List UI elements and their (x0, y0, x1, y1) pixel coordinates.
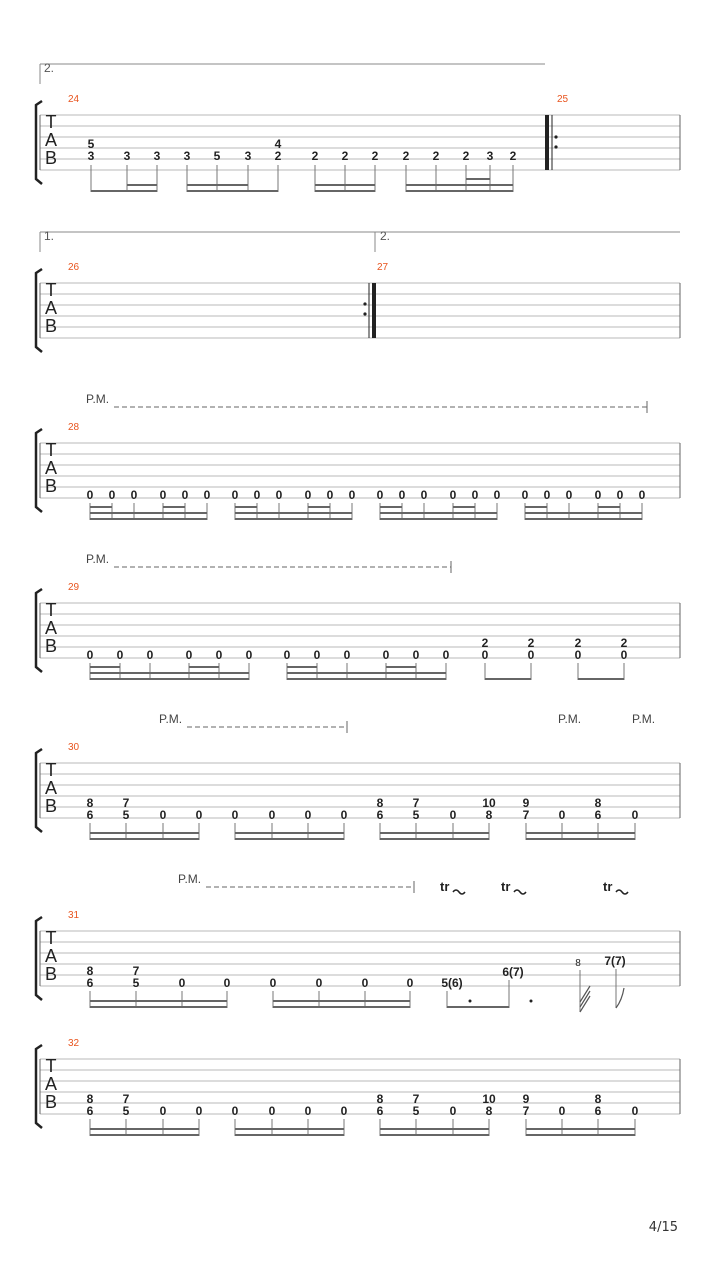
tab-note: 0 (195, 1104, 203, 1118)
tab-note: 0 (304, 488, 312, 502)
tab-note: 2 (574, 636, 582, 650)
trill-label: tr (501, 879, 511, 894)
tab-note: 0 (195, 808, 203, 822)
beam (406, 184, 513, 186)
beam (90, 518, 207, 520)
tab-note: 5 (213, 149, 221, 163)
staff-1-bracket (36, 101, 42, 184)
tab-note: 0 (231, 1104, 239, 1118)
tab-clef-t: T (45, 280, 57, 300)
tab-note: 0 (146, 648, 154, 662)
tab-note: 0 (361, 976, 369, 990)
tab-note: 3 (153, 149, 161, 163)
tab-note: 0 (449, 488, 457, 502)
palm-mute-label: P.M. (558, 712, 582, 726)
tab-clef-a: A (44, 778, 58, 798)
beam (235, 838, 344, 840)
tab-note: 7 (122, 796, 130, 810)
beam (235, 832, 344, 834)
tab-note: 0 (116, 648, 124, 662)
tab-note: 0 (481, 648, 489, 662)
repeat-dot (363, 302, 366, 305)
tab-note: 2 (481, 636, 489, 650)
tab-clef-t: T (45, 600, 57, 620)
beam (90, 678, 249, 680)
palm-mute-label: P.M. (86, 392, 110, 406)
tab-clef-t: T (45, 440, 57, 460)
tab-clef-t: T (45, 1056, 57, 1076)
tab-note: 0 (215, 648, 223, 662)
beam (235, 1128, 344, 1130)
beam (315, 184, 375, 186)
tab-note: 2 (462, 149, 470, 163)
beam (447, 1006, 509, 1008)
measure-number: 26 (68, 262, 80, 273)
tab-note: 0 (178, 976, 186, 990)
tab-note: 0 (231, 488, 239, 502)
repeat-dot (554, 135, 557, 138)
tab-note: 3 (486, 149, 494, 163)
staff-5-bracket (36, 749, 42, 832)
tab-note: 7 (412, 796, 420, 810)
beam (90, 1128, 199, 1130)
tab-clef-a: A (44, 618, 58, 638)
measure-number: 30 (68, 742, 80, 753)
beam (380, 1128, 489, 1130)
beam (163, 506, 185, 508)
beam (90, 512, 207, 514)
volta-label: 2. (380, 229, 391, 243)
beam (526, 1128, 635, 1130)
beam (578, 678, 624, 680)
tab-note: 0 (203, 488, 211, 502)
tab-note: 0 (283, 648, 291, 662)
beam (453, 506, 475, 508)
staff-6-bracket (36, 917, 42, 1000)
tab-clef-b: B (44, 316, 58, 336)
tab-note: 0 (398, 488, 406, 502)
tab-note: 5 (122, 1104, 130, 1118)
tab-note: 5 (132, 976, 140, 990)
repeat-dot (363, 312, 366, 315)
tab-note: 0 (527, 648, 535, 662)
tab-note: 0 (620, 648, 628, 662)
tab-clef-a: A (44, 130, 58, 150)
measure-number: 29 (68, 582, 80, 593)
measure-number: 32 (68, 1038, 80, 1049)
beam (308, 506, 330, 508)
tab-note: 0 (521, 488, 529, 502)
tab-note: 0 (543, 488, 551, 502)
beam (235, 512, 352, 514)
tab-note: 7 (522, 1104, 530, 1118)
tab-note: 0 (159, 488, 167, 502)
tab-note: 0 (326, 488, 334, 502)
beam (526, 832, 635, 834)
beam (187, 190, 278, 192)
beam (598, 506, 620, 508)
tab-note: 6(7) (502, 965, 524, 979)
palm-mute-label: P.M. (86, 552, 110, 566)
tab-note: 8 (376, 796, 384, 810)
tab-clef-a: A (44, 298, 58, 318)
tab-note: 7 (522, 808, 530, 822)
beam (525, 518, 642, 520)
beam (90, 506, 112, 508)
beam (380, 512, 497, 514)
trill-label: tr (440, 879, 450, 894)
tab-note: 0 (268, 808, 276, 822)
tab-note: 8 (594, 1092, 602, 1106)
tab-note: 3 (123, 149, 131, 163)
beam (90, 838, 199, 840)
tab-clef-b: B (44, 148, 58, 168)
tab-note: 6 (86, 808, 94, 822)
beam (90, 1134, 199, 1136)
beam (127, 184, 157, 186)
tab-note: 0 (631, 1104, 639, 1118)
staff-7-bracket (36, 1045, 42, 1128)
measure-number: 27 (377, 262, 389, 273)
beam (525, 506, 547, 508)
tab-note: 8 (485, 1104, 493, 1118)
tab-note: 2 (402, 149, 410, 163)
trill-wave (453, 890, 465, 894)
tab-note: 0 (348, 488, 356, 502)
tab-note: 0 (108, 488, 116, 502)
end-repeat-bar (372, 283, 376, 338)
tab-note: 6 (86, 976, 94, 990)
tab-note: 2 (274, 149, 282, 163)
tab-note: 0 (245, 648, 253, 662)
beam (380, 1134, 489, 1136)
beam (485, 678, 531, 680)
tab-note: 2 (527, 636, 535, 650)
tab-note: 6 (376, 1104, 384, 1118)
tab-note: 0 (86, 488, 94, 502)
tab-note: 5(6) (441, 976, 463, 990)
tab-clef-a: A (44, 946, 58, 966)
tab-note: 2 (341, 149, 349, 163)
beam (287, 672, 446, 674)
tab-note: 5 (122, 808, 130, 822)
tab-note: 10 (482, 1092, 496, 1106)
tab-note: 0 (304, 808, 312, 822)
tab-note: 0 (340, 808, 348, 822)
beam (90, 832, 199, 834)
tab-note: 3 (87, 149, 95, 163)
beam (235, 506, 257, 508)
tab-note: 0 (565, 488, 573, 502)
tab-clef-b: B (44, 636, 58, 656)
tab-note: 6 (86, 1104, 94, 1118)
tab-note: 0 (558, 808, 566, 822)
tab-note: 7 (132, 964, 140, 978)
tab-note: 9 (522, 1092, 530, 1106)
beam (235, 1134, 344, 1136)
tab-note: 0 (253, 488, 261, 502)
tab-clef-a: A (44, 1074, 58, 1094)
tab-note: 0 (449, 808, 457, 822)
tab-note: 6 (376, 808, 384, 822)
tab-note: 0 (406, 976, 414, 990)
beam (90, 1006, 227, 1008)
tab-note: 8 (485, 808, 493, 822)
tab-note: 2 (371, 149, 379, 163)
measure-number: 24 (68, 94, 80, 105)
tab-note: 3 (183, 149, 191, 163)
beam (386, 666, 416, 668)
tab-note: 0 (275, 488, 283, 502)
measure-number: 31 (68, 910, 80, 921)
beam (380, 832, 489, 834)
staff-4-bracket (36, 589, 42, 672)
tab-note: 0 (269, 976, 277, 990)
beam (189, 666, 219, 668)
tab-note: 9 (522, 796, 530, 810)
tab-note: 0 (315, 976, 323, 990)
tab-note: 0 (268, 1104, 276, 1118)
measure-number: 28 (68, 422, 80, 433)
tab-note: 8 (376, 1092, 384, 1106)
tab-note: 7 (122, 1092, 130, 1106)
tab-note: 10 (482, 796, 496, 810)
tab-note: 8 (86, 796, 94, 810)
tab-note: 3 (244, 149, 252, 163)
tab-note: 0 (343, 648, 351, 662)
tab-note: 0 (616, 488, 624, 502)
tab-note: 0 (86, 648, 94, 662)
tab-grace-note: 8 (575, 958, 581, 969)
tab-note: 8 (594, 796, 602, 810)
beam (466, 178, 490, 180)
tab-clef-b: B (44, 964, 58, 984)
beam (187, 184, 248, 186)
tab-note: 0 (493, 488, 501, 502)
beam (287, 678, 446, 680)
tab-note: 0 (185, 648, 193, 662)
tab-clef-a: A (44, 458, 58, 478)
tab-note: 5 (412, 808, 420, 822)
beam (406, 190, 513, 192)
beam (90, 1000, 227, 1002)
volta-label: 2. (44, 61, 55, 75)
beam (287, 666, 317, 668)
tab-note: 7 (412, 1092, 420, 1106)
tab-note: 0 (442, 648, 450, 662)
beam (526, 1134, 635, 1136)
tab-note: 5 (412, 1104, 420, 1118)
beam (315, 190, 375, 192)
tab-note: 0 (130, 488, 138, 502)
tab-note: 0 (159, 808, 167, 822)
tab-note: 8 (86, 1092, 94, 1106)
tab-clef-b: B (44, 796, 58, 816)
palm-mute-label: P.M. (178, 872, 202, 886)
note-flag (616, 988, 624, 1008)
tab-note: 0 (638, 488, 646, 502)
staff-3-bracket (36, 429, 42, 512)
dot (469, 1000, 472, 1003)
tab-note: 2 (509, 149, 517, 163)
beam (273, 1000, 410, 1002)
trill-wave (616, 890, 628, 894)
tab-note: 6 (594, 808, 602, 822)
tab-note: 2 (311, 149, 319, 163)
palm-mute-label: P.M. (632, 712, 656, 726)
beam (90, 672, 249, 674)
beam (380, 518, 497, 520)
tab-note: 7(7) (604, 954, 626, 968)
beam (525, 512, 642, 514)
beam (91, 190, 157, 192)
tab-note: 0 (412, 648, 420, 662)
palm-mute-label: P.M. (159, 712, 183, 726)
beam (380, 506, 402, 508)
final-repeat-bar (545, 115, 549, 170)
trill-wave (514, 890, 526, 894)
tab-note: 0 (313, 648, 321, 662)
tab-clef-t: T (45, 928, 57, 948)
tab-clef-t: T (45, 112, 57, 132)
tab-note: 0 (574, 648, 582, 662)
beam (235, 518, 352, 520)
tab-note: 0 (558, 1104, 566, 1118)
tab-note: 0 (449, 1104, 457, 1118)
tab-clef-b: B (44, 1092, 58, 1112)
staff-2-bracket (36, 269, 42, 352)
tab-note: 0 (159, 1104, 167, 1118)
beam (380, 838, 489, 840)
dot (530, 1000, 533, 1003)
beam (526, 838, 635, 840)
tab-note: 2 (620, 636, 628, 650)
tab-clef-t: T (45, 760, 57, 780)
tab-note: 6 (594, 1104, 602, 1118)
tab-note: 0 (471, 488, 479, 502)
tab-note: 0 (340, 1104, 348, 1118)
beam (273, 1006, 410, 1008)
tab-note: 0 (420, 488, 428, 502)
tab-note: 5 (87, 137, 95, 151)
trill-label: tr (603, 879, 613, 894)
tab-note: 0 (223, 976, 231, 990)
measure-number: 25 (557, 94, 569, 105)
tab-note: 0 (376, 488, 384, 502)
tab-note: 0 (631, 808, 639, 822)
tab-note: 0 (304, 1104, 312, 1118)
tab-note: 4 (274, 137, 282, 151)
tab-note: 0 (231, 808, 239, 822)
tab-clef-b: B (44, 476, 58, 496)
grace-flags (580, 986, 590, 1012)
repeat-dot (554, 145, 557, 148)
tab-note: 0 (382, 648, 390, 662)
beam (90, 666, 120, 668)
tab-note: 0 (181, 488, 189, 502)
tab-note: 0 (594, 488, 602, 502)
page-number: 4/15 (648, 1220, 678, 1235)
tab-note: 8 (86, 964, 94, 978)
tab-note: 2 (432, 149, 440, 163)
volta-label: 1. (44, 229, 55, 243)
